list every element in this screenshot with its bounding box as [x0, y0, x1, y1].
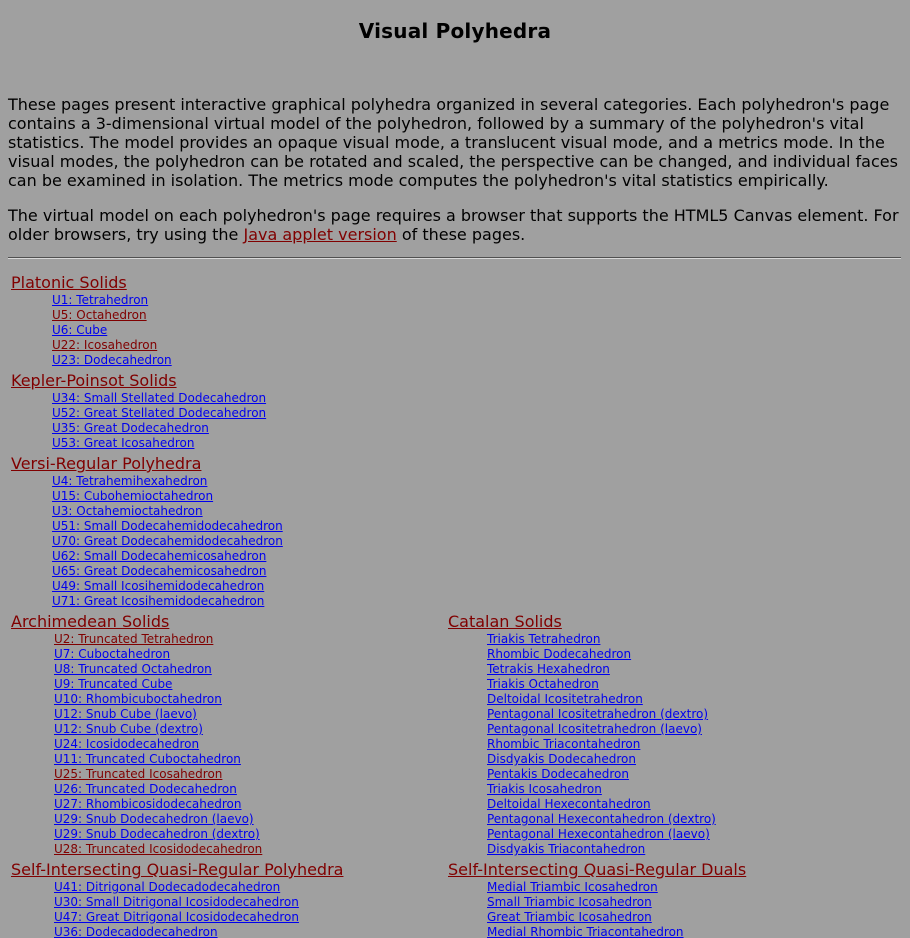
polyhedron-link[interactable]: U25: Truncated Icosahedron — [54, 767, 223, 781]
list-item — [54, 662, 262, 677]
polyhedron-link[interactable]: U47: Great Ditrigonal Icosidodecahedron — [54, 910, 299, 924]
polyhedron-link[interactable]: Triakis Icosahedron — [487, 782, 602, 796]
polyhedron-link[interactable]: U51: Small Dodecahemidodecahedron — [52, 519, 283, 533]
polyhedron-link[interactable]: U10: Rhombicuboctahedron — [54, 692, 222, 706]
list-item — [54, 812, 262, 827]
list-item — [487, 895, 746, 910]
polyhedron-link[interactable]: Pentagonal Icositetrahedron (laevo) — [487, 722, 702, 736]
polyhedron-link[interactable]: U62: Small Dodecahemicosahedron — [52, 549, 267, 563]
polyhedron-link[interactable]: Disdyakis Triacontahedron — [487, 842, 646, 856]
section-catalan-solids — [448, 612, 716, 857]
list-item — [54, 722, 262, 737]
intro-paragraph-2-text-after: of these pages. — [396, 225, 526, 244]
polyhedron-link[interactable]: Rhombic Dodecahedron — [487, 647, 632, 661]
polyhedron-link[interactable]: U41: Ditrigonal Dodecadodecahedron — [54, 880, 281, 894]
section-self-intersecting-quasi-regular-polyhedra — [11, 860, 343, 938]
list-item — [54, 925, 343, 938]
polyhedron-link[interactable]: U70: Great Dodecahemidodecahedron — [52, 534, 283, 548]
intro-paragraph-2-text-before: The virtual model on each polyhedron's page requires a browser that supports the HTML5 Canvas element. For older browsers, try using the — [8, 206, 899, 244]
self-intersecting-quasi-regular-polyhedra-list — [54, 880, 343, 938]
polyhedron-link[interactable]: U30: Small Ditrigonal Icosidodecahedron — [54, 895, 299, 909]
polyhedron-link[interactable]: U24: Icosidodecahedron — [54, 737, 200, 751]
list-item — [54, 895, 343, 910]
polyhedron-link[interactable]: Pentagonal Hexecontahedron (laevo) — [487, 827, 710, 841]
polyhedron-link[interactable]: U29: Snub Dodecahedron (laevo) — [54, 812, 254, 826]
list-item — [487, 910, 746, 925]
list-item — [54, 737, 262, 752]
list-item — [487, 647, 716, 662]
polyhedron-link[interactable]: U36: Dodecadodecahedron — [54, 925, 218, 938]
intro-paragraph-2 — [8, 206, 903, 244]
list-item — [54, 827, 262, 842]
list-item — [54, 842, 262, 857]
polyhedron-link[interactable]: U23: Dodecahedron — [52, 353, 172, 367]
polyhedron-link[interactable]: U12: Snub Cube (dextro) — [54, 722, 203, 736]
list-item — [54, 752, 262, 767]
list-item — [487, 925, 746, 938]
polyhedron-link[interactable]: U53: Great Icosahedron — [52, 436, 195, 450]
list-item — [52, 293, 172, 308]
list-item — [52, 594, 283, 609]
list-item — [487, 692, 716, 707]
catalan-solids-list — [487, 632, 716, 857]
self-intersecting-quasi-regular-duals-list — [487, 880, 746, 938]
section-self-intersecting-quasi-regular-duals — [448, 860, 746, 938]
list-item — [487, 797, 716, 812]
polyhedron-link[interactable]: Disdyakis Dodecahedron — [487, 752, 637, 766]
intro-paragraph-1: These pages present interactive graphical polyhedra organized in several categories. Each polyhedron's page contains a 3-dimensional virtual model of the polyhedron, followed by a summary of the polyhedron's vital statistics. The model provides an opaque visual mode, a translucent visual mode, and a metrics mode. In the visual modes, the polyhedron can be rotated and scaled, the perspective can be changed, and individual faces can be examined in isolation. The metrics mode computes the polyhedron's vital statistics empirically. — [8, 95, 898, 190]
heading-kepler-poinsot-solids[interactable]: Kepler-Poinsot Solids — [11, 371, 177, 390]
polyhedron-link[interactable]: U22: Icosahedron — [52, 338, 158, 352]
platonic-solids-list — [52, 293, 172, 368]
polyhedron-link[interactable]: U52: Great Stellated Dodecahedron — [52, 406, 267, 420]
polyhedron-link[interactable]: U3: Octahemioctahedron — [52, 504, 203, 518]
list-item — [52, 549, 283, 564]
list-item — [52, 564, 283, 579]
list-item — [54, 782, 262, 797]
list-item — [487, 722, 716, 737]
list-item — [52, 338, 172, 353]
versi-regular-polyhedra-list — [52, 474, 283, 609]
polyhedron-link[interactable]: Great Triambic Icosahedron — [487, 910, 652, 924]
archimedean-solids-list — [54, 632, 262, 857]
heading-catalan-solids[interactable]: Catalan Solids — [448, 612, 562, 631]
polyhedron-link[interactable]: U35: Great Dodecahedron — [52, 421, 209, 435]
polyhedron-link[interactable]: Deltoidal Hexecontahedron — [487, 797, 651, 811]
polyhedron-link[interactable]: U49: Small Icosihemidodecahedron — [52, 579, 265, 593]
polyhedron-link[interactable]: U7: Cuboctahedron — [54, 647, 171, 661]
heading-archimedean-solids[interactable]: Archimedean Solids — [11, 612, 170, 631]
list-item — [487, 662, 716, 677]
list-item — [52, 323, 172, 338]
section-versi-regular-polyhedra — [11, 454, 283, 609]
list-item — [54, 677, 262, 692]
polyhedron-link[interactable]: U65: Great Dodecahemicosahedron — [52, 564, 267, 578]
list-item — [54, 910, 343, 925]
section-platonic-solids — [11, 273, 172, 368]
polyhedron-link[interactable]: U8: Truncated Octahedron — [54, 662, 212, 676]
list-item — [487, 827, 716, 842]
polyhedron-link[interactable]: Pentakis Dodecahedron — [487, 767, 629, 781]
polyhedron-link[interactable]: Tetrakis Hexahedron — [487, 662, 610, 676]
list-item — [54, 632, 262, 647]
list-item — [52, 436, 266, 451]
list-item — [52, 474, 283, 489]
section-archimedean-solids — [11, 612, 262, 857]
polyhedron-link[interactable]: U5: Octahedron — [52, 308, 147, 322]
list-item — [487, 677, 716, 692]
list-item — [52, 534, 283, 549]
list-item — [487, 707, 716, 722]
list-item — [487, 752, 716, 767]
polyhedron-link[interactable]: Triakis Tetrahedron — [487, 632, 601, 646]
list-item — [54, 647, 262, 662]
polyhedron-link[interactable]: U9: Truncated Cube — [54, 677, 173, 691]
polyhedron-link[interactable]: U11: Truncated Cuboctahedron — [54, 752, 241, 766]
polyhedron-link[interactable]: Deltoidal Icositetrahedron — [487, 692, 643, 706]
list-item — [487, 812, 716, 827]
list-item — [52, 489, 283, 504]
list-item — [54, 692, 262, 707]
polyhedron-link[interactable]: U12: Snub Cube (laevo) — [54, 707, 197, 721]
heading-versi-regular-polyhedra[interactable]: Versi-Regular Polyhedra — [11, 454, 202, 473]
heading-platonic-solids[interactable]: Platonic Solids — [11, 273, 127, 292]
list-item — [54, 797, 262, 812]
polyhedron-link[interactable]: U27: Rhombicosidodecahedron — [54, 797, 242, 811]
heading-self-intersecting-quasi-regular-duals[interactable]: Self-Intersecting Quasi-Regular Duals — [448, 860, 747, 879]
list-item — [52, 391, 266, 406]
section-divider — [8, 257, 901, 259]
polyhedron-link[interactable]: Medial Rhombic Triacontahedron — [487, 925, 684, 938]
list-item — [487, 782, 716, 797]
polyhedron-link[interactable]: U34: Small Stellated Dodecahedron — [52, 391, 267, 405]
polyhedron-link[interactable]: U15: Cubohemioctahedron — [52, 489, 214, 503]
polyhedron-link[interactable]: U2: Truncated Tetrahedron — [54, 632, 214, 646]
list-item — [52, 421, 266, 436]
polyhedron-link[interactable]: U4: Tetrahemihexahedron — [52, 474, 208, 488]
section-kepler-poinsot-solids — [11, 371, 266, 451]
list-item — [487, 880, 746, 895]
list-item — [487, 842, 716, 857]
polyhedron-link[interactable]: U26: Truncated Dodecahedron — [54, 782, 237, 796]
polyhedron-link[interactable]: U1: Tetrahedron — [52, 293, 149, 307]
list-item — [52, 406, 266, 421]
polyhedron-link[interactable]: Rhombic Triacontahedron — [487, 737, 641, 751]
list-item — [52, 519, 283, 534]
polyhedron-link[interactable]: Pentagonal Hexecontahedron (dextro) — [487, 812, 716, 826]
list-item — [487, 737, 716, 752]
list-item — [54, 767, 262, 782]
list-item — [52, 353, 172, 368]
list-item — [487, 632, 716, 647]
polyhedron-link[interactable]: Triakis Octahedron — [487, 677, 599, 691]
list-item — [54, 707, 262, 722]
heading-self-intersecting-quasi-regular-polyhedra[interactable]: Self-Intersecting Quasi-Regular Polyhedra — [11, 860, 344, 879]
kepler-poinsot-solids-list — [52, 391, 266, 451]
polyhedron-link[interactable]: U28: Truncated Icosidodecahedron — [54, 842, 263, 856]
polyhedron-link[interactable]: Pentagonal Icositetrahedron (dextro) — [487, 707, 709, 721]
polyhedron-link[interactable]: U71: Great Icosihemidodecahedron — [52, 594, 265, 608]
list-item — [54, 880, 343, 895]
polyhedron-link[interactable]: U6: Cube — [52, 323, 108, 337]
list-item — [52, 504, 283, 519]
polyhedron-link[interactable]: Medial Triambic Icosahedron — [487, 880, 658, 894]
polyhedron-link[interactable]: U29: Snub Dodecahedron (dextro) — [54, 827, 260, 841]
java-applet-link[interactable]: Java applet version — [243, 225, 397, 244]
list-item — [487, 767, 716, 782]
list-item — [52, 579, 283, 594]
list-item — [52, 308, 172, 323]
polyhedron-link[interactable]: Small Triambic Icosahedron — [487, 895, 652, 909]
page-title: Visual Polyhedra — [358, 19, 552, 43]
